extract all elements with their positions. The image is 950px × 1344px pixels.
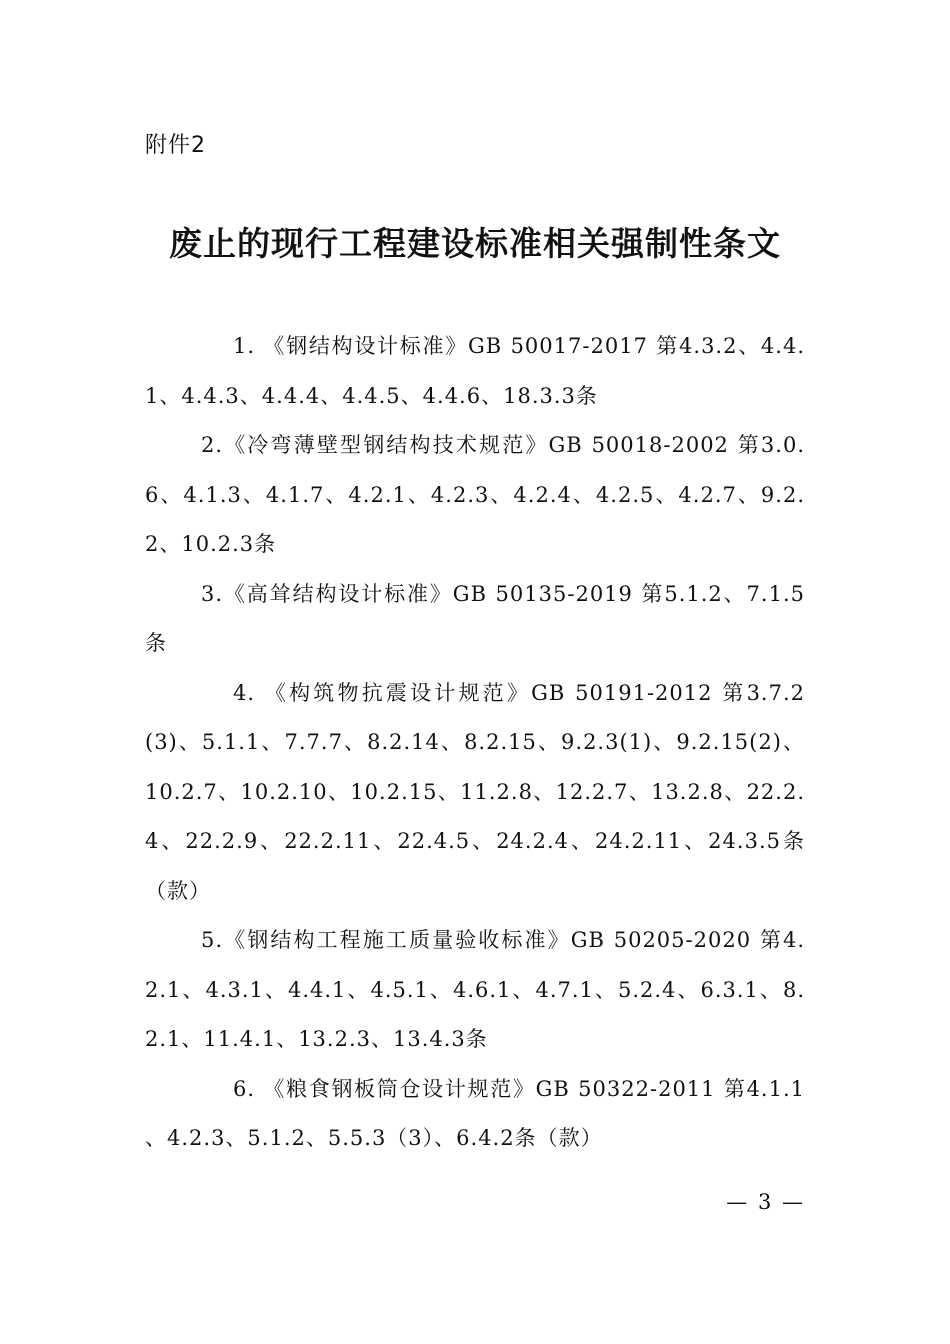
clause-item-3: 3.《高耸结构设计标准》GB 50135-2019 第5.1.2、7.1.5条 [145,581,805,655]
clause-list [145,322,805,1164]
clause-item-2: 2.《冷弯薄壁型钢结构技术规范》GB 50018-2002 第3.0.6、4.1.3、4.1.7、4.2.1、4.2.3、4.2.4、4.2.5、4.2.7、9.2.2、10.2.3条 [145,433,805,556]
clause-item-1: 1. 《钢结构设计标准》GB 50017-2017 第4.3.2、4.4.1、4.4.3、4.4.4、4.4.5、4.4.6、18.3.3条 [145,334,805,408]
clause-item-5: 5.《钢结构工程施工质量验收标准》GB 50205-2020 第4.2.1、4.3.1、4.4.1、4.5.1、4.6.1、4.7.1、5.2.4、6.3.1、8.2.1、11.4.1、13.2.3、13.4.3条 [145,928,805,1051]
document-title: 废止的现行工程建设标准相关强制性条文 [169,224,781,263]
clause-item-4: 4. 《构筑物抗震设计规范》GB 50191-2012 第3.7.2(3)、5.1.1、7.7.7、8.2.14、8.2.15、9.2.3(1)、9.2.15(2)、10.2.7、10.2.10、10.2.15、11.2.8、12.2.7、13.2.8、22.2.4、22.2.9、22.2.11、22.4.5、24.2.4、24.2.11、24.3.5条（款） [145,680,805,903]
clause-item-6: 6. 《粮食钢板筒仓设计规范》GB 50322-2011 第4.1.1 、4.2.3、5.1.2、5.5.3（3）、6.4.2条（款） [145,1076,805,1150]
attachment-label: 附件2 [145,133,206,158]
page-number: — 3 — [726,1190,805,1214]
